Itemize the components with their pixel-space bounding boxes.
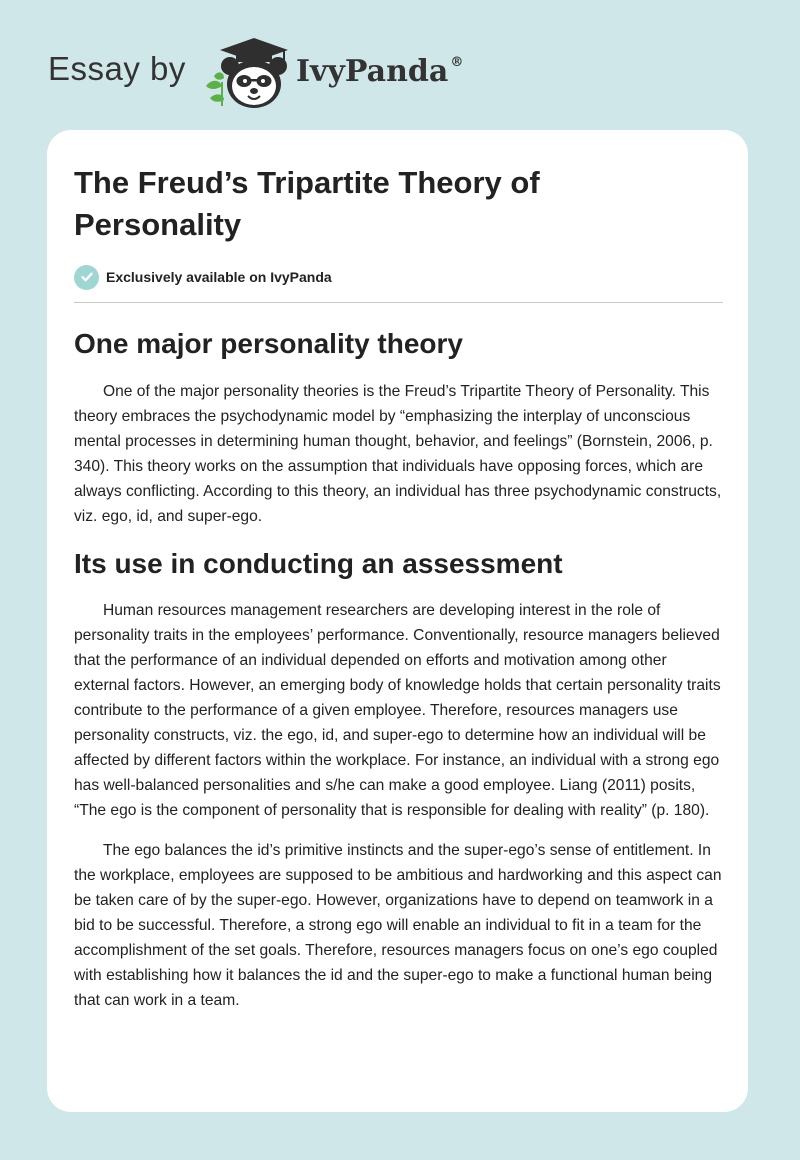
check-icon — [74, 265, 99, 290]
page-title: The Freud’s Tripartite Theory of Personality — [74, 165, 540, 242]
paragraph: Human resources management researchers are developing interest in the role of personality traits in the employees’ performance. Conventionally, resource managers believed that the performance of an individual depended on efforts and motivation among other external factors. However, an emerging body of knowledge holds that certain personality traits contribute to the performance of a given employee. Therefore, resources managers use personality constructs, viz. the ego, id, and super-ego to determine how an individual will be affected by different factors within the workplace. For instance, an individual with a strong ego has well-balanced personalities and s/he can make a good employee. Liang (2011) posits, “The ego is the component of personality that is responsible for dealing with reality” (p. 180). — [74, 602, 721, 819]
section-heading: One major personality theory — [74, 328, 463, 359]
essay-by-label: Essay by — [48, 50, 186, 87]
article-body — [74, 325, 725, 1013]
divider — [74, 302, 723, 303]
paragraph: The ego balances the id’s primitive instincts and the super-ego’s sense of entitlement. In the workplace, employees are supposed to be ambitious and hardworking and this aspect can be taken care of by the super-ego. However, organizations have to depend on teamwork in a bid to be successful. Therefore, a strong ego will enable an individual to fit in a team for the accomplishment of the set goals. Therefore, resources managers focus on one’s ego coupled with establishing how it balances the id and the super-ego to make a functional human being that can work in a team. — [74, 842, 722, 1009]
registered-mark: ® — [450, 55, 464, 70]
site-header — [0, 0, 800, 130]
brand-name[interactable]: IvyPanda ® — [296, 54, 464, 89]
section-heading: Its use in conducting an assessment — [74, 548, 563, 579]
essay-card — [47, 130, 748, 1112]
paragraph: One of the major personality theories is the Freud’s Tripartite Theory of Personality. This theory embraces the psychodynamic model by “emphasizing the interplay of unconscious mental processes in determining human thought, behavior, and feelings” (Bornstein, 2006, p. 340). This theory works on the assumption that individuals have opposing forces, which are always conflicting. According to this theory, an individual has three psychodynamic constructs, viz. ego, id, and super-ego. — [74, 383, 722, 525]
exclusive-badge — [74, 264, 332, 290]
exclusive-badge-label: Exclusively available on IvyPanda — [106, 269, 332, 285]
panda-graduate-icon[interactable] — [200, 36, 292, 110]
